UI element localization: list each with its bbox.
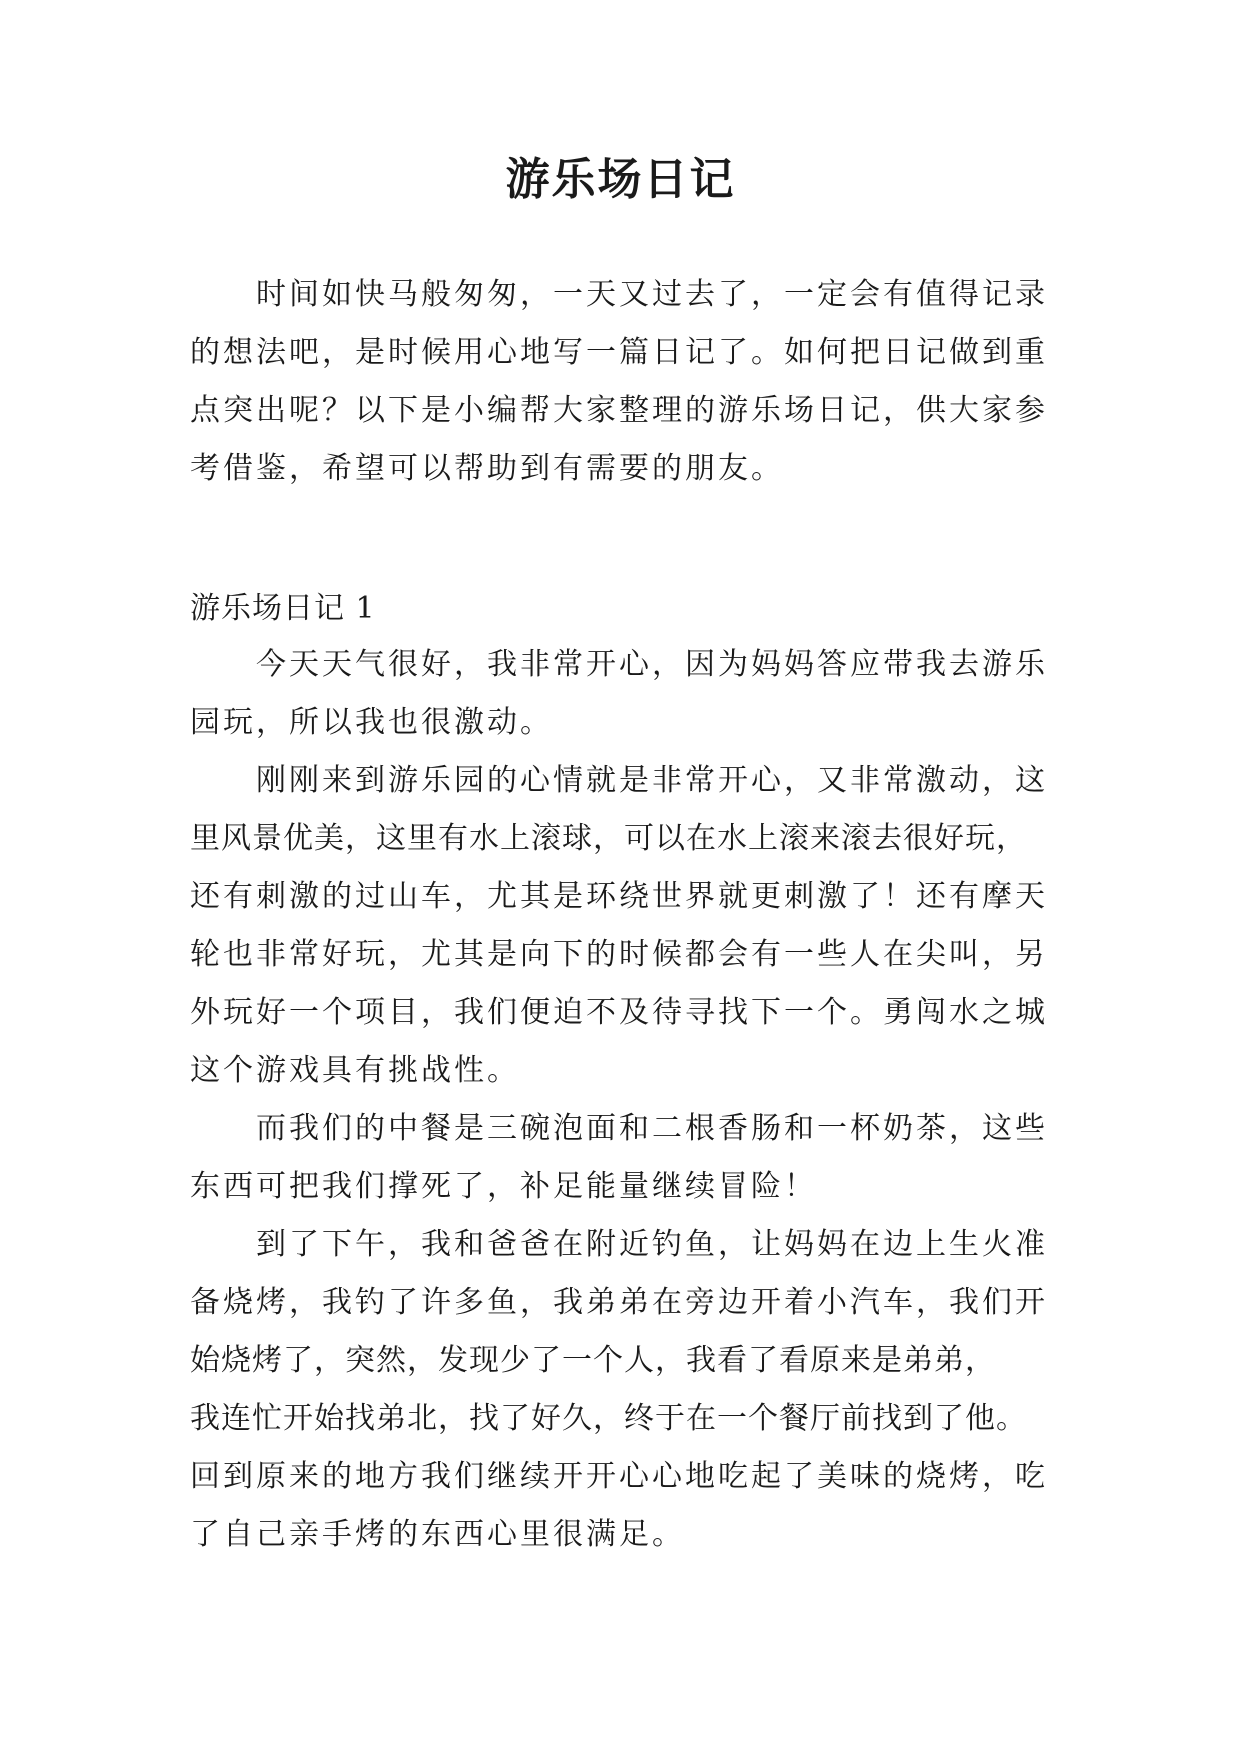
diary-body — [190, 636, 1050, 1564]
text-line: 的想法吧，是时候用心地写一篇日记了。如何把日记做到重 — [190, 335, 1048, 370]
text-line: 时间如快马般匆匆，一天又过去了，一定会有值得记录 — [256, 277, 1048, 312]
text-line: 而我们的中餐是三碗泡面和二根香肠和一杯奶茶，这些 — [256, 1111, 1048, 1146]
text-line: 始烧烤了，突然，发现少了一个人，我看了看原来是弟弟， — [190, 1343, 996, 1378]
document-title: 游乐场日记 — [505, 154, 736, 205]
text-line: 点突出呢？以下是小编帮大家整理的游乐场日记，供大家参 — [190, 393, 1048, 428]
text-line: 考借鉴，希望可以帮助到有需要的朋友。 — [190, 451, 784, 486]
text-line: 外玩好一个项目，我们便迫不及待寻找下一个。勇闯水之城 — [190, 995, 1048, 1030]
text-line: 刚刚来到游乐园的心情就是非常开心，又非常激动，这 — [256, 763, 1048, 798]
text-line: 今天天气很好，我非常开心，因为妈妈答应带我去游乐 — [256, 647, 1048, 682]
intro-paragraph — [190, 266, 1050, 498]
text-line: 轮也非常好玩，尤其是向下的时候都会有一些人在尖叫，另 — [190, 937, 1048, 972]
text-line: 到了下午，我和爸爸在附近钓鱼，让妈妈在边上生火准 — [256, 1227, 1048, 1262]
text-line: 备烧烤，我钓了许多鱼，我弟弟在旁边开着小汽车，我们开 — [190, 1285, 1048, 1320]
text-line: 东西可把我们撑死了，补足能量继续冒险！ — [190, 1169, 817, 1204]
text-line: 了自己亲手烤的东西心里很满足。 — [190, 1517, 685, 1552]
text-line: 还有刺激的过山车，尤其是环绕世界就更刺激了！还有摩天 — [190, 879, 1048, 914]
text-line: 里风景优美，这里有水上滚球，可以在水上滚来滚去很好玩， — [190, 821, 1027, 856]
text-line: 回到原来的地方我们继续开开心心地吃起了美味的烧烤，吃 — [190, 1459, 1048, 1494]
text-line: 我连忙开始找弟北，找了好久，终于在一个餐厅前找到了他。 — [190, 1401, 1027, 1436]
section-heading: 游乐场日记 1 — [190, 591, 376, 626]
text-line: 这个游戏具有挑战性。 — [190, 1053, 520, 1088]
text-line: 园玩，所以我也很激动。 — [190, 705, 553, 740]
